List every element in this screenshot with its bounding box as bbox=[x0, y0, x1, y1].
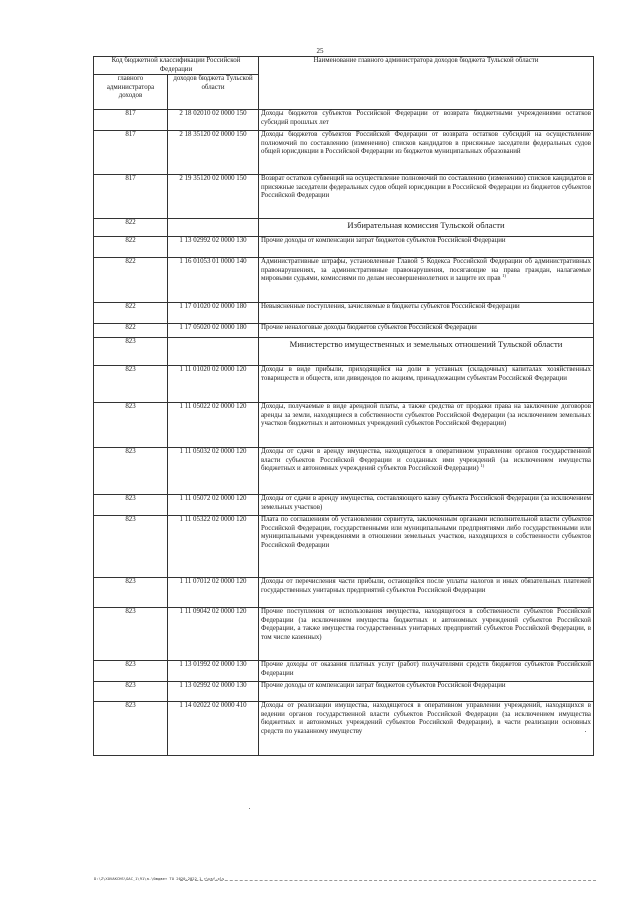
table-row bbox=[94, 516, 594, 578]
table-row bbox=[94, 131, 594, 175]
admin-code-cell: 823 bbox=[94, 448, 168, 495]
income-code-cell: 1 13 02992 02 0000 130 bbox=[168, 237, 259, 258]
table-row bbox=[94, 702, 594, 756]
income-description bbox=[259, 608, 594, 661]
scan-speck bbox=[585, 731, 586, 732]
footer-file-path: D:\Z\XOVAKCHS\GAC_1\91\а.\бюджет ТО 2020-2022_1 т\рsf.xls bbox=[94, 876, 225, 881]
income-code-cell: 1 11 05032 02 0000 120 bbox=[168, 448, 259, 495]
income-code-cell: 1 17 01020 02 0000 180 bbox=[168, 303, 259, 324]
income-code-cell bbox=[168, 219, 259, 237]
description-text: Доходы бюджетов субъектов Российской Федерации от возврата остатков субсидий на осуществление полномочий по составлению (изменению) списков кандидатов в присяжные заседатели федеральных судов общей юрисдикции в Российской Федерации из бюджетов муниципальных образований bbox=[261, 131, 591, 156]
table-row bbox=[94, 175, 594, 219]
income-description bbox=[259, 366, 594, 403]
income-code-cell bbox=[168, 338, 259, 366]
description-text: Прочие неналоговые доходы бюджетов субъектов Российской Федерации bbox=[261, 324, 477, 332]
admin-code-cell: 823 bbox=[94, 682, 168, 702]
income-description bbox=[259, 516, 594, 578]
description-text: Доходы, получаемые в виде арендной платы, а также средства от продажи права на заключение договоров аренды за земли, находящиеся в собственности субъектов Российской Федерации (за исключением земельных участков бюджетных и автономных учреждений субъектов Российской Федерации) bbox=[261, 403, 591, 428]
table-row bbox=[94, 258, 594, 303]
page-number: 25 bbox=[316, 47, 324, 55]
table-row bbox=[94, 403, 594, 448]
admin-code-cell: 823 bbox=[94, 702, 168, 756]
income-description bbox=[259, 324, 594, 338]
organization-name bbox=[259, 338, 594, 366]
income-code-cell: 1 14 02022 02 0000 410 bbox=[168, 702, 259, 756]
income-code-cell: 1 13 01992 02 0000 130 bbox=[168, 661, 259, 682]
admin-code-cell: 817 bbox=[94, 175, 168, 219]
income-description bbox=[259, 682, 594, 702]
income-code-cell: 1 11 07012 02 0000 120 bbox=[168, 578, 259, 608]
income-description bbox=[259, 258, 594, 303]
admin-code-cell: 823 bbox=[94, 338, 168, 366]
footnote-marker: 1) bbox=[502, 273, 507, 279]
description-text: Доходы от сдачи в аренду имущества, составляющего казну субъекта Российской Федерации (за исключением земельных участков) bbox=[261, 495, 591, 511]
admin-code-cell: 823 bbox=[94, 661, 168, 682]
table-row bbox=[94, 237, 594, 258]
admin-code-cell: 817 bbox=[94, 110, 168, 131]
table-row bbox=[94, 324, 594, 338]
income-description bbox=[259, 110, 594, 131]
table-row bbox=[94, 366, 594, 403]
admin-column-header: главного администратора доходов bbox=[94, 75, 168, 110]
description-text: Плата по соглашениям об установлении сервитута, заключенным органами исполнительной власти субъектов Российской Федерации, государственными или муниципальными предприятиями либо государственными или муниципальными учреждениями в отношении земельных участков, находящихся в собственности субъектов Российской Федерации bbox=[261, 516, 591, 549]
name-column-header: Наименование главного администратора доходов бюджета Тульской области bbox=[259, 57, 594, 110]
income-description bbox=[259, 303, 594, 324]
scan-speck bbox=[249, 808, 250, 809]
table-header-row bbox=[94, 57, 594, 75]
description-text: Прочие доходы от компенсации затрат бюджетов субъектов Российской Федерации bbox=[261, 682, 506, 690]
income-code-cell: 1 11 05322 02 0000 120 bbox=[168, 516, 259, 578]
income-code-cell: 1 13 02992 02 0000 130 bbox=[168, 682, 259, 702]
income-code-cell: 2 18 35120 02 0000 150 bbox=[168, 131, 259, 175]
table-row bbox=[94, 608, 594, 661]
admin-code-cell: 823 bbox=[94, 495, 168, 516]
admin-code-cell: 823 bbox=[94, 608, 168, 661]
table-row bbox=[94, 682, 594, 702]
income-code-cell: 1 17 05020 02 0000 180 bbox=[168, 324, 259, 338]
admin-code-cell: 822 bbox=[94, 237, 168, 258]
admin-code-cell: 823 bbox=[94, 366, 168, 403]
table-row bbox=[94, 303, 594, 324]
description-text: Доходы от перечисления части прибыли, остающейся после уплаты налогов и иных обязательных платежей государственных унитарных предприятий субъектов Российской Федерации bbox=[261, 578, 591, 594]
income-code-cell: 2 19 35120 02 0000 150 bbox=[168, 175, 259, 219]
income-administrators-table bbox=[93, 56, 594, 756]
income-description bbox=[259, 131, 594, 175]
description-text: Невыясненные поступления, зачисляемые в бюджеты субъектов Российской Федерации bbox=[261, 303, 520, 311]
income-code-cell: 1 11 01020 02 0000 120 bbox=[168, 366, 259, 403]
table-row bbox=[94, 495, 594, 516]
description-text: Административные штрафы, установленные Главой 5 Кодекса Российской Федерации об административных правонарушениях, за административные правонарушения, посягающие на права граждан, налагаемые мировыми судьями, комиссиями по делам несовершеннолетних и защите их прав bbox=[261, 258, 591, 283]
footer-divider bbox=[180, 880, 596, 881]
description-text: Избирательная комиссия Тульской области bbox=[347, 220, 505, 231]
admin-code-cell: 822 bbox=[94, 324, 168, 338]
income-description bbox=[259, 702, 594, 756]
income-description bbox=[259, 578, 594, 608]
description-text: Доходы бюджетов субъектов Российской Федерации от возврата бюджетными учреждениями остатков субсидий прошлых лет bbox=[261, 110, 591, 126]
description-text: Доходы от сдачи в аренду имущества, находящегося в оперативном управлении органов государственной власти субъектов Российской Федерации и созданных ими учреждений (за исключением имущества бюджетных и автономных учреждений субъектов Российской Федерации) bbox=[261, 448, 591, 473]
table-row bbox=[94, 448, 594, 495]
table-row bbox=[94, 578, 594, 608]
income-description bbox=[259, 495, 594, 516]
income-description bbox=[259, 403, 594, 448]
description-text: Министерство имущественных и земельных отношений Тульской области bbox=[289, 339, 563, 350]
admin-code-cell: 822 bbox=[94, 219, 168, 237]
table-row bbox=[94, 661, 594, 682]
income-code-cell: 1 16 01053 01 0000 140 bbox=[168, 258, 259, 303]
description-text: Прочие поступления от использования имущества, находящегося в собственности субъектов Российской Федерации (за исключением имущества бюджетных и автономных учреждений субъектов Российской Федерации, а также имущества государственных унитарных предприятий субъектов Российской Федерации, в том числе казенных) bbox=[261, 608, 591, 641]
description-text: Доходы в виде прибыли, приходящейся на доли в уставных (складочных) капиталах хозяйственных товариществ и обществ, или дивидендов по акциям, принадлежащим субъектам Российской Федерации bbox=[261, 366, 591, 382]
income-code-cell: 1 11 05022 02 0000 120 bbox=[168, 403, 259, 448]
income-code-cell: 2 18 02010 02 0000 150 bbox=[168, 110, 259, 131]
description-text: Доходы от реализации имущества, находящегося в оперативном управлении учреждений, находящихся в ведении органов государственной власти субъектов Российской Федерации (за исключением имущества бюджетных и автономных учреждений субъектов Российской Федерации), в части реализации основных средств по указанному имуществу bbox=[261, 702, 591, 735]
description-text: Прочие доходы от оказания платных услуг (работ) получателями средств бюджетов субъектов Российской Федерации bbox=[261, 661, 591, 677]
description-text: Прочие доходы от компенсации затрат бюджетов субъектов Российской Федерации bbox=[261, 237, 506, 245]
income-column-header: доходов бюджета Тульской области bbox=[168, 75, 259, 110]
organization-row bbox=[94, 338, 594, 366]
income-code-cell: 1 11 09042 02 0000 120 bbox=[168, 608, 259, 661]
income-description bbox=[259, 661, 594, 682]
admin-code-cell: 822 bbox=[94, 258, 168, 303]
admin-code-cell: 822 bbox=[94, 303, 168, 324]
kbk-group-header: Код бюджетной классификации Российской Федерации bbox=[94, 57, 259, 75]
footnote-marker: 1) bbox=[480, 463, 485, 469]
income-code-cell: 1 11 05072 02 0000 120 bbox=[168, 495, 259, 516]
table-row bbox=[94, 110, 594, 131]
income-description bbox=[259, 448, 594, 495]
admin-code-cell: 823 bbox=[94, 578, 168, 608]
admin-code-cell: 817 bbox=[94, 131, 168, 175]
organization-row bbox=[94, 219, 594, 237]
income-description bbox=[259, 175, 594, 219]
admin-code-cell: 823 bbox=[94, 403, 168, 448]
description-text: Возврат остатков субвенций на осуществление полномочий по составлению (изменению) списков кандидатов в присяжные заседатели федеральных судов общей юрисдикции в Российской Федерации из бюджетов субъектов Российской Федерации bbox=[261, 175, 591, 200]
organization-name bbox=[259, 219, 594, 237]
admin-code-cell: 823 bbox=[94, 516, 168, 578]
income-description bbox=[259, 237, 594, 258]
